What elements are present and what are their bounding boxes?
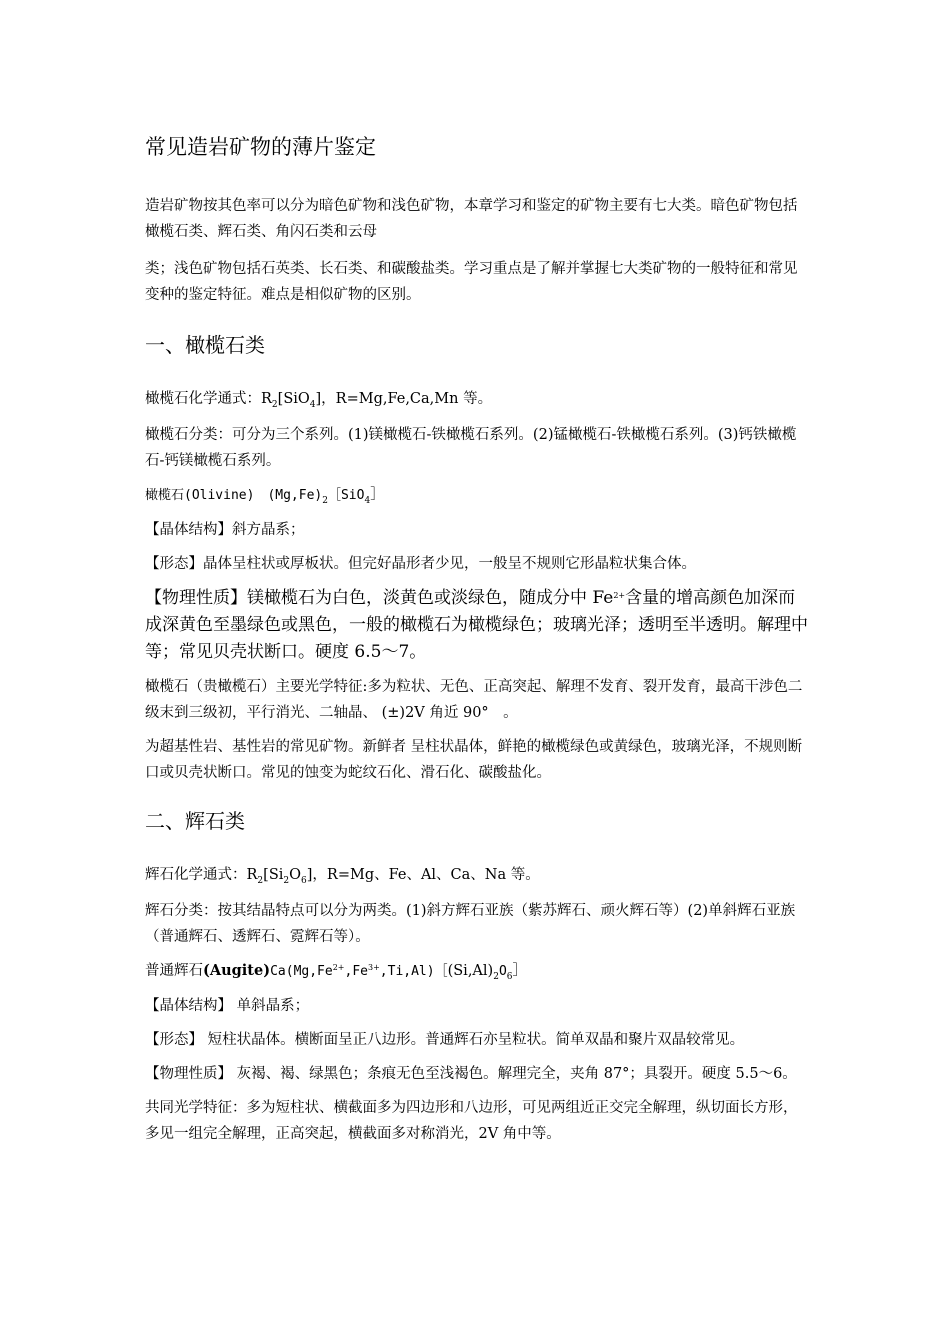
pyroxene-formula-mid1: [Si [263, 867, 284, 883]
olivine-name-c: ］ [370, 487, 385, 503]
document-title: 常见造岩矿物的薄片鉴定 [145, 135, 376, 159]
pyroxene-physical-properties: 【物理性质】 灰褐、褐、绿黑色；条痕无色至浅褐色。解理完全，夹角 87°；具裂开。硬度 5.5～6。 [145, 1066, 797, 1082]
olivine-formula-mid: [SiO [277, 391, 310, 407]
olivine-crystal-structure: 【晶体结构】斜方晶系； [145, 522, 305, 538]
augite-name-sup1: 2+ [332, 963, 345, 972]
olivine-name-sub1: 2 [322, 496, 328, 506]
olivine-name-line [145, 482, 811, 509]
pyroxene-formula-sub2: 2 [283, 876, 290, 886]
pyroxene-formula-prefix: 辉石化学通式：R [145, 867, 258, 883]
olivine-formula-sub2: 4 [309, 400, 316, 410]
pyroxene-optical-features: 共同光学特征：多为短柱状、横截面多为四边形和八边形，可见两组近正交完全解理，纵切面长方形，多见一组完全解理，正高突起，横截面多对称消光，2V 角中等。 [145, 1100, 798, 1142]
olivine-heading: 一、橄榄石类 [145, 333, 265, 357]
olivine-occurrence: 为超基性岩、基性岩的常见矿物。新鲜者 呈柱状晶体，鲜艳的橄榄绿色或黄绿色，玻璃光泽，不规则断口或贝壳状断口。常见的蚀变为蛇纹石化、滑石化、碳酸盐化。 [145, 739, 803, 781]
augite-name-line [145, 958, 811, 985]
augite-name-e: (Si,Al) [447, 963, 494, 979]
pyroxene-formula-sub3: 6 [301, 876, 307, 886]
olivine-form: 【形态】晶体呈柱状或厚板状。但完好晶形者少见，一般呈不规则它形晶粒状集合体。 [145, 556, 696, 572]
olivine-physical-properties [145, 585, 811, 666]
augite-name-sup2: 3+ [368, 963, 380, 972]
pyroxene-formula-mid2: O [289, 867, 302, 883]
document-page [145, 132, 811, 1147]
intro-paragraph-2: 类；浅色矿物包括石英类、长石类、和碳酸盐类。学习重点是了解并掌握七大类矿物的一般特征和常见变种的鉴定特征。难点是相似矿物的区别。 [145, 261, 798, 303]
augite-name-c: ,Fe [344, 964, 368, 979]
pyroxene-formula [145, 862, 811, 888]
augite-name-d: ,Ti,Al)［ [379, 964, 448, 979]
pyroxene-classification: 辉石分类：按其结晶特点可以分为两类。(1)斜方辉石亚族（紫苏辉石、顽火辉石等）(2)单斜辉石亚族（普通辉石、透辉石、霓辉石等）。 [145, 903, 796, 945]
augite-name-sub2: 6 [506, 972, 513, 982]
augite-name-f: O [498, 964, 507, 979]
olivine-formula [145, 386, 811, 412]
augite-name-g: ］ [512, 963, 527, 979]
pyroxene-formula-suffix: ]，R=Mg、Fe、Al、Ca、Na 等。 [306, 867, 540, 883]
pyroxene-heading: 二、辉石类 [145, 809, 245, 833]
olivine-classification: 橄榄石分类：可分为三个系列。(1)镁橄榄石-铁橄榄石系列。(2)锰橄榄石-铁橄榄石系列。(3)钙铁橄榄石-钙镁橄榄石系列。 [145, 427, 797, 469]
pyroxene-form: 【形态】 短柱状晶体。横断面呈正八边形。普通辉石亦呈粒状。简单双晶和聚片双晶较常见。 [145, 1032, 745, 1048]
olivine-physical-sup: 2+ [613, 591, 626, 600]
augite-name-b: Ca(Mg,Fe [270, 964, 333, 979]
augite-name-bold: (Augite) [203, 962, 271, 979]
augite-name-sub1: 2 [493, 972, 499, 982]
olivine-formula-suffix: ]，R=Mg,Fe,Ca,Mn 等。 [315, 391, 493, 407]
olivine-optical-features: 橄榄石（贵橄榄石）主要光学特征:多为粒状、无色、正高突起、解理不发育、裂开发育，最高干涉色二级末到三级初，平行消光、二轴晶、 (±)2V 角近 90° 。 [145, 679, 803, 721]
olivine-formula-sub1: 2 [271, 400, 278, 410]
olivine-physical-b: 含量的增高颜色加深而成深黄色至墨绿色或黑色，一般的橄榄石为橄榄绿色；玻璃光泽；透明至半透明。解理中等；常见贝壳状断口。硬度 6.5～7。 [145, 588, 808, 662]
olivine-name-b: ［SiO [327, 488, 365, 503]
pyroxene-crystal-structure: 【晶体结构】 单斜晶系； [145, 998, 310, 1014]
pyroxene-formula-sub1: 2 [257, 876, 264, 886]
olivine-name-sub2: 4 [364, 496, 371, 506]
olivine-physical-a: 【物理性质】镁橄榄石为白色，淡黄色或淡绿色，随成分中 Fe [145, 588, 614, 608]
augite-name-a: 普通辉石 [145, 963, 203, 979]
olivine-name-a: 橄榄石(Olivine) (Mg,Fe) [145, 488, 323, 503]
olivine-formula-prefix: 橄榄石化学通式：R [145, 391, 272, 407]
intro-paragraph-1: 造岩矿物按其色率可以分为暗色矿物和浅色矿物，本章学习和鉴定的矿物主要有七大类。暗色矿物包括橄榄石类、辉石类、角闪石类和云母 [145, 198, 798, 240]
